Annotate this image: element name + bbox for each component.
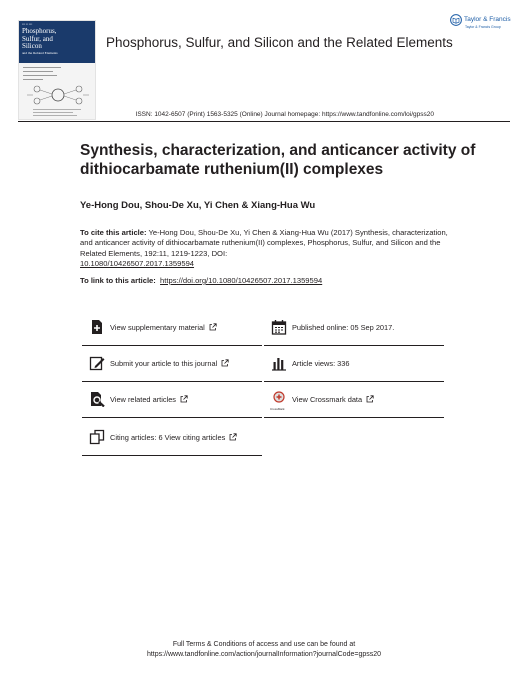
publisher-logo[interactable] (450, 14, 516, 36)
external-link-icon (366, 395, 374, 403)
article-authors: Ye-Hong Dou, Shou-De Xu, Yi Chen & Xiang-Hua Wu (80, 200, 316, 211)
external-link-icon (209, 323, 217, 331)
article-link-block (80, 276, 322, 285)
search-document-icon (89, 391, 105, 407)
article-title: Synthesis, characterization, and anticancer activity of dithiocarbamate ruthenium(II) complexes (80, 142, 476, 178)
terms-text: Full Terms & Conditions of access and use can be found at (172, 641, 356, 648)
view-related-row[interactable] (82, 386, 262, 418)
citation-doi-link[interactable]: 10.1080/10426507.2017.1359594 (80, 259, 195, 269)
citation-text: Ye-Hong Dou, Shou-De Xu, Yi Chen & Xiang-Hua Wu (2017) Synthesis, characterization, and anticancer activity of dithiocarbamate ruthenium(II) complexes, Phosphorus, Sulfur, and Silicon and the Related Elements, 192:11, 1219-1223, DOI: (80, 228, 448, 258)
cover-title-line: Silicon (22, 42, 42, 50)
citation-block (80, 228, 450, 270)
crossmark-icon (271, 391, 287, 407)
published-online-row (264, 314, 444, 346)
header-divider (18, 121, 510, 122)
issn-text: ISSN: 1042-6507 (Print) 1563-5325 (Online) Journal homepage: (135, 111, 322, 118)
view-supplementary-row[interactable] (82, 314, 262, 346)
article-doi-link[interactable]: https://doi.org/10.1080/10426507.2017.1359594 (160, 276, 323, 285)
cover-title-line: Phosphorus, (22, 27, 57, 35)
view-crossmark-link[interactable]: View Crossmark data (292, 395, 363, 404)
crossmark-row[interactable] (264, 386, 444, 418)
journal-title[interactable]: Phosphorus, Sulfur, and Silicon and the Related Elements (106, 35, 453, 50)
cover-subtitle: and the Related Elements (22, 50, 58, 55)
journal-cover-thumbnail (18, 20, 96, 120)
cover-title-line: Sulfur, and (22, 34, 53, 43)
citing-articles-link[interactable]: Citing articles: 6 View citing articles (110, 433, 226, 442)
submit-article-row[interactable] (82, 350, 262, 382)
issn-line (18, 111, 434, 118)
view-related-link[interactable]: View related articles (110, 395, 176, 404)
terms-footer (0, 640, 528, 660)
article-views-row (264, 350, 444, 382)
cover-chemical-diagram (25, 83, 91, 107)
view-supplementary-link[interactable]: View supplementary material (110, 323, 205, 332)
calendar-icon (271, 319, 287, 335)
publisher-tagline: Taylor & Francis Group (465, 25, 501, 29)
cover-top-text: ▪▪▪ ▪▪ ▪▪▪ (22, 22, 33, 26)
citation-label: To cite this article: (80, 228, 147, 237)
external-link-icon (180, 395, 188, 403)
bar-chart-icon (271, 355, 287, 371)
terms-link[interactable]: https://www.tandfonline.com/action/journalInformation?journalCode=gpss20 (146, 651, 382, 658)
external-link-icon (221, 359, 229, 367)
submit-article-link[interactable]: Submit your article to this journal (110, 359, 218, 368)
crossmark-logo-label: CrossMark (270, 407, 285, 411)
citing-articles-row[interactable] (82, 424, 262, 456)
article-link-label: To link to this article: (80, 276, 156, 285)
publisher-name: Taylor & Francis (464, 16, 511, 23)
add-document-icon (89, 319, 105, 335)
published-date: Published online: 05 Sep 2017. (292, 323, 395, 332)
external-link-icon (229, 433, 237, 441)
edit-document-icon (89, 355, 105, 371)
journal-homepage-link[interactable]: https://www.tandfonline.com/loi/gpss20 (321, 111, 434, 118)
article-views-count: Article views: 336 (292, 359, 350, 368)
cover-text-lines (23, 67, 61, 83)
tf-book-icon (450, 14, 462, 26)
cover-title (22, 28, 94, 56)
citing-documents-icon (89, 429, 105, 445)
